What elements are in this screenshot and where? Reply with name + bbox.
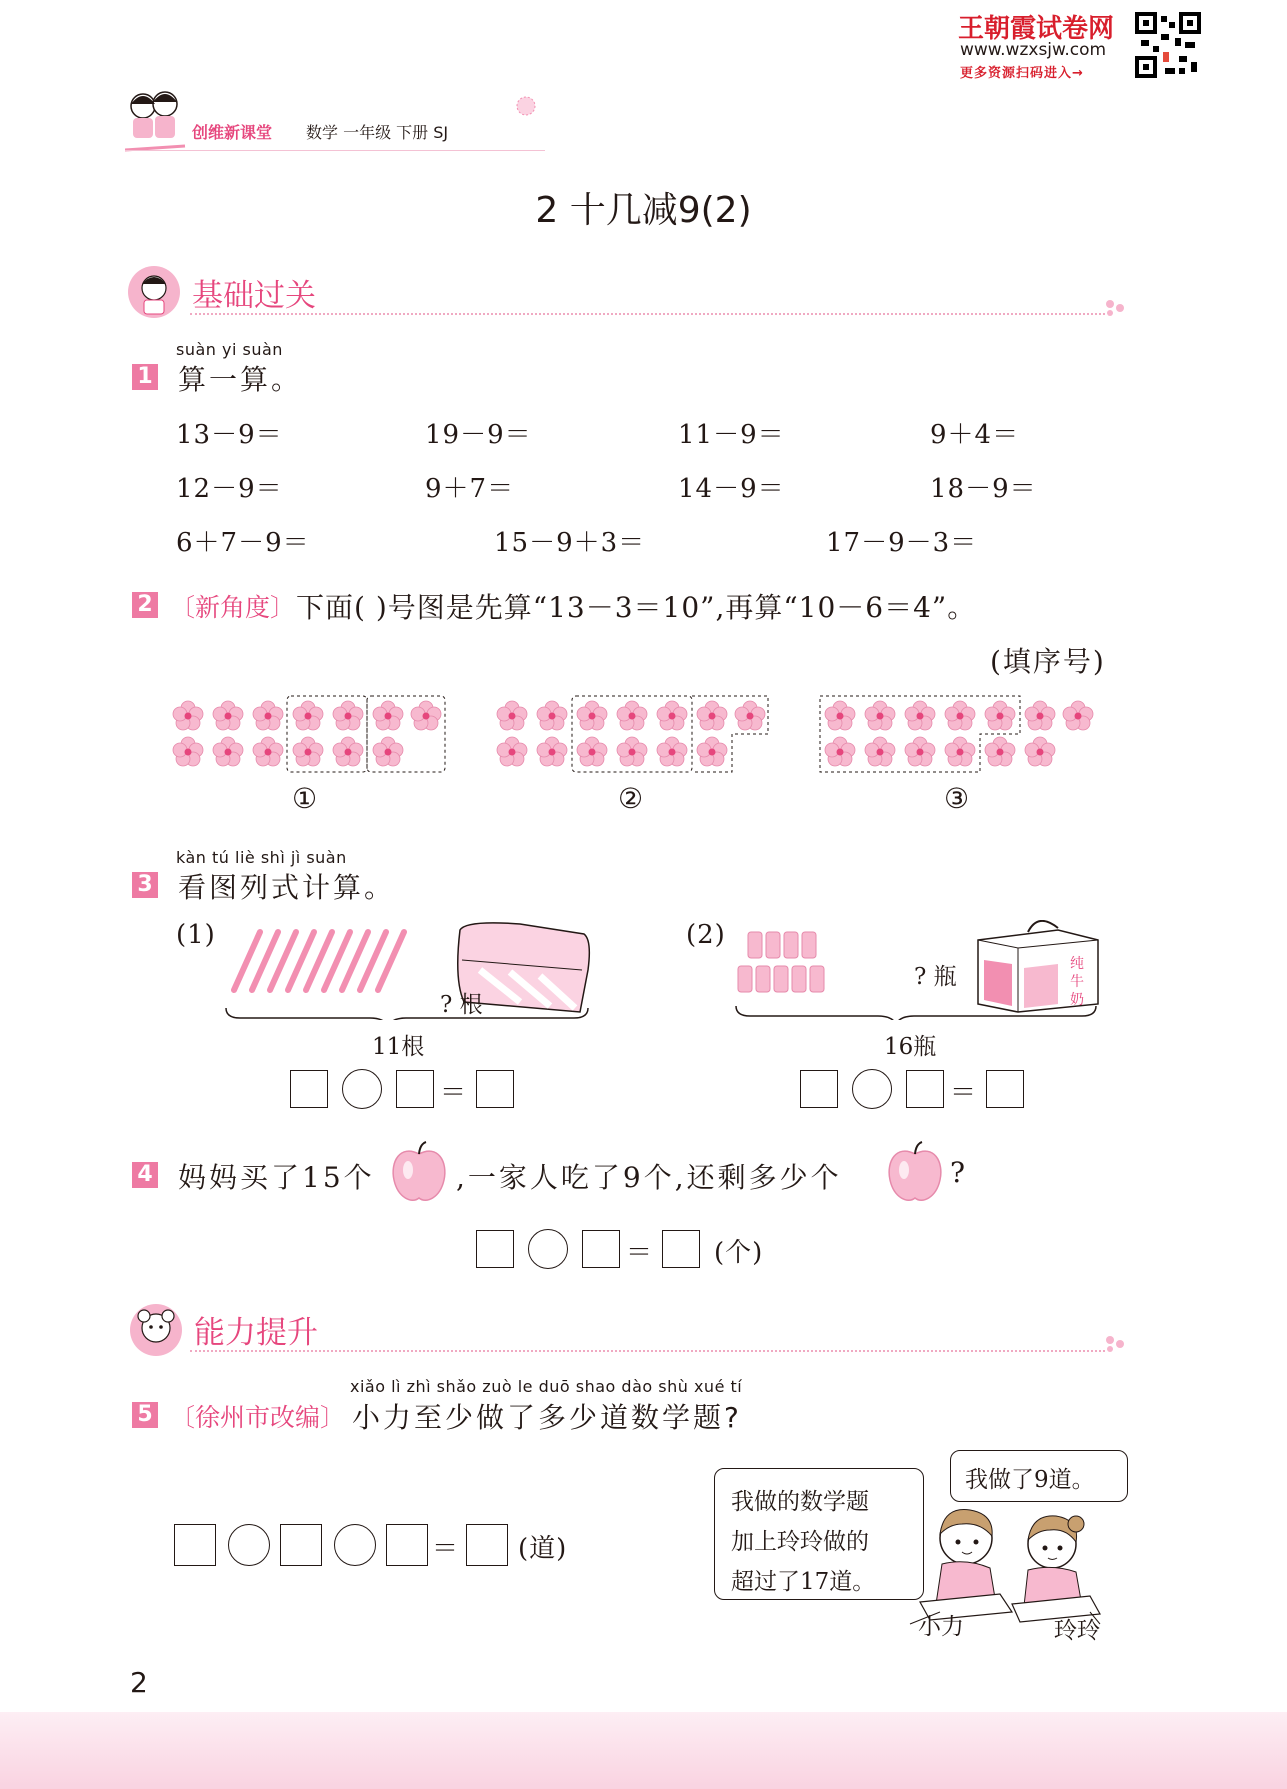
- q1-eq-3: 11－9＝: [678, 420, 785, 450]
- answer-box[interactable]: [476, 1070, 514, 1108]
- figure-2: [497, 696, 768, 772]
- page-number: 2: [130, 1666, 148, 1699]
- q3-part2-label: (2): [686, 920, 726, 950]
- section-title-advanced: 能力提升: [194, 1315, 318, 1351]
- equals-sign: ＝: [432, 1534, 460, 1564]
- q4-text-c: ?: [950, 1156, 969, 1189]
- q2-flower-figures: [160, 690, 1120, 795]
- q1-eq-8: 18－9＝: [930, 474, 1037, 504]
- answer-circle[interactable]: [528, 1229, 568, 1269]
- dots-deco-icon: [1104, 298, 1128, 318]
- q1-eq-2: 19－9＝: [425, 420, 532, 450]
- answer-box[interactable]: [290, 1070, 328, 1108]
- section-divider: [190, 1350, 1105, 1352]
- q2-label-2: ②: [618, 782, 647, 815]
- bubble-left-line-3: 超过了17道。: [731, 1569, 876, 1595]
- q4-text-b: ,一家人吃了9个,还剩多少个: [456, 1161, 842, 1194]
- bubble-right-text: 我做了9道。: [965, 1467, 1095, 1493]
- q4-unit: (个): [714, 1238, 764, 1268]
- section-divider: [190, 313, 1105, 315]
- q2-hint: (填序号): [990, 645, 1106, 678]
- footer-band: [0, 1712, 1287, 1789]
- q2-label-3: ③: [944, 782, 973, 815]
- q5-unit: (道): [518, 1534, 568, 1564]
- series-name: 创维新课堂: [192, 123, 273, 142]
- q5-number: 5: [132, 1402, 158, 1428]
- q3-part1-figure: [220, 920, 600, 1020]
- svg-text:奶: 奶: [1070, 992, 1084, 1008]
- q1-eq-7: 14－9＝: [678, 474, 785, 504]
- q3-part2-total: 16瓶: [884, 1034, 937, 1060]
- brand-name: 王朝霞试卷网: [958, 14, 1115, 44]
- apple-icon: [390, 1140, 448, 1206]
- answer-box[interactable]: [386, 1524, 428, 1566]
- q1-eq-4: 9＋4＝: [930, 420, 1020, 450]
- answer-box[interactable]: [476, 1230, 514, 1268]
- q3-number: 3: [132, 872, 158, 898]
- q1-eq-9: 6＋7－9＝: [176, 528, 310, 558]
- answer-box[interactable]: [396, 1070, 434, 1108]
- answer-circle[interactable]: [342, 1069, 382, 1109]
- svg-text:纯: 纯: [1070, 956, 1084, 972]
- section-title-basic: 基础过关: [192, 278, 316, 314]
- name-lingling: 玲玲: [1054, 1618, 1100, 1644]
- flower-deco-icon: [514, 94, 538, 118]
- answer-box[interactable]: [906, 1070, 944, 1108]
- answer-box[interactable]: [582, 1230, 620, 1268]
- q1-eq-5: 12－9＝: [176, 474, 283, 504]
- bubble-left-line-2: 加上玲玲做的: [731, 1529, 869, 1555]
- answer-circle[interactable]: [228, 1524, 270, 1566]
- name-xiaoli: 小力: [918, 1614, 964, 1640]
- equals-sign: ＝: [626, 1238, 654, 1268]
- q4-number: 4: [132, 1162, 158, 1188]
- q3-part1-question: ? 根: [440, 992, 483, 1018]
- q2-number: 2: [132, 592, 158, 618]
- q3-text: 看图列式计算。: [178, 871, 396, 904]
- answer-circle[interactable]: [852, 1069, 892, 1109]
- q5-pinyin: xiǎo lì zhì shǎo zuò le duō shao dào shù xué tí: [350, 1377, 743, 1396]
- q3-part1-label: (1): [176, 920, 216, 950]
- q1-eq-1: 13－9＝: [176, 420, 283, 450]
- section-badge-icon: [128, 1302, 184, 1358]
- answer-box[interactable]: [174, 1524, 216, 1566]
- brand-url[interactable]: www.wzxsjw.com: [960, 40, 1107, 60]
- q1-eq-11: 17－9－3＝: [826, 528, 978, 558]
- q1-eq-10: 15－9＋3＝: [494, 528, 646, 558]
- answer-box[interactable]: [466, 1524, 508, 1566]
- q3-pinyin: kàn tú liè shì jì suàn: [176, 848, 347, 867]
- bubble-left-line-1: 我做的数学题: [731, 1489, 869, 1515]
- subject-label: 数学 一年级 下册 SJ: [306, 123, 449, 142]
- answer-circle[interactable]: [334, 1524, 376, 1566]
- q1-eq-6: 9＋7＝: [425, 474, 515, 504]
- header-divider: [125, 150, 545, 151]
- q3-part2-question: ? 瓶: [914, 964, 957, 990]
- q4-text-a: 妈妈买了15个: [178, 1161, 375, 1194]
- page-title: 2 十几减9(2): [535, 190, 752, 231]
- kids-logo-icon: [125, 88, 187, 154]
- q2-label-1: ①: [292, 782, 321, 815]
- qr-code-icon[interactable]: [1135, 12, 1201, 78]
- svg-text:牛: 牛: [1070, 974, 1084, 990]
- q1-pinyin: suàn yi suàn: [176, 340, 283, 359]
- speech-bubble-left: [714, 1468, 924, 1600]
- answer-box[interactable]: [280, 1524, 322, 1566]
- q5-text: 小力至少做了多少道数学题?: [352, 1401, 742, 1434]
- figure-3: [820, 696, 1093, 772]
- brand-sub: 更多资源扫码进入→: [960, 66, 1084, 81]
- q5-tag: 〔徐州市改编〕: [170, 1403, 346, 1432]
- answer-box[interactable]: [800, 1070, 838, 1108]
- section-badge-icon: [126, 264, 182, 320]
- dots-deco-icon: [1104, 1334, 1128, 1354]
- equals-sign: ＝: [950, 1078, 978, 1108]
- apple-icon: [886, 1140, 944, 1206]
- q2-text: 下面( )号图是先算“13－3＝10”,再算“10－6＝4”。: [296, 591, 977, 624]
- q2-tag: 〔新角度〕: [170, 593, 296, 622]
- answer-box[interactable]: [986, 1070, 1024, 1108]
- q1-number: 1: [132, 364, 158, 390]
- q3-part1-total: 11根: [372, 1034, 425, 1060]
- answer-box[interactable]: [662, 1230, 700, 1268]
- equals-sign: ＝: [440, 1078, 468, 1108]
- q1-text: 算一算。: [178, 363, 303, 396]
- figure-1: [173, 696, 445, 772]
